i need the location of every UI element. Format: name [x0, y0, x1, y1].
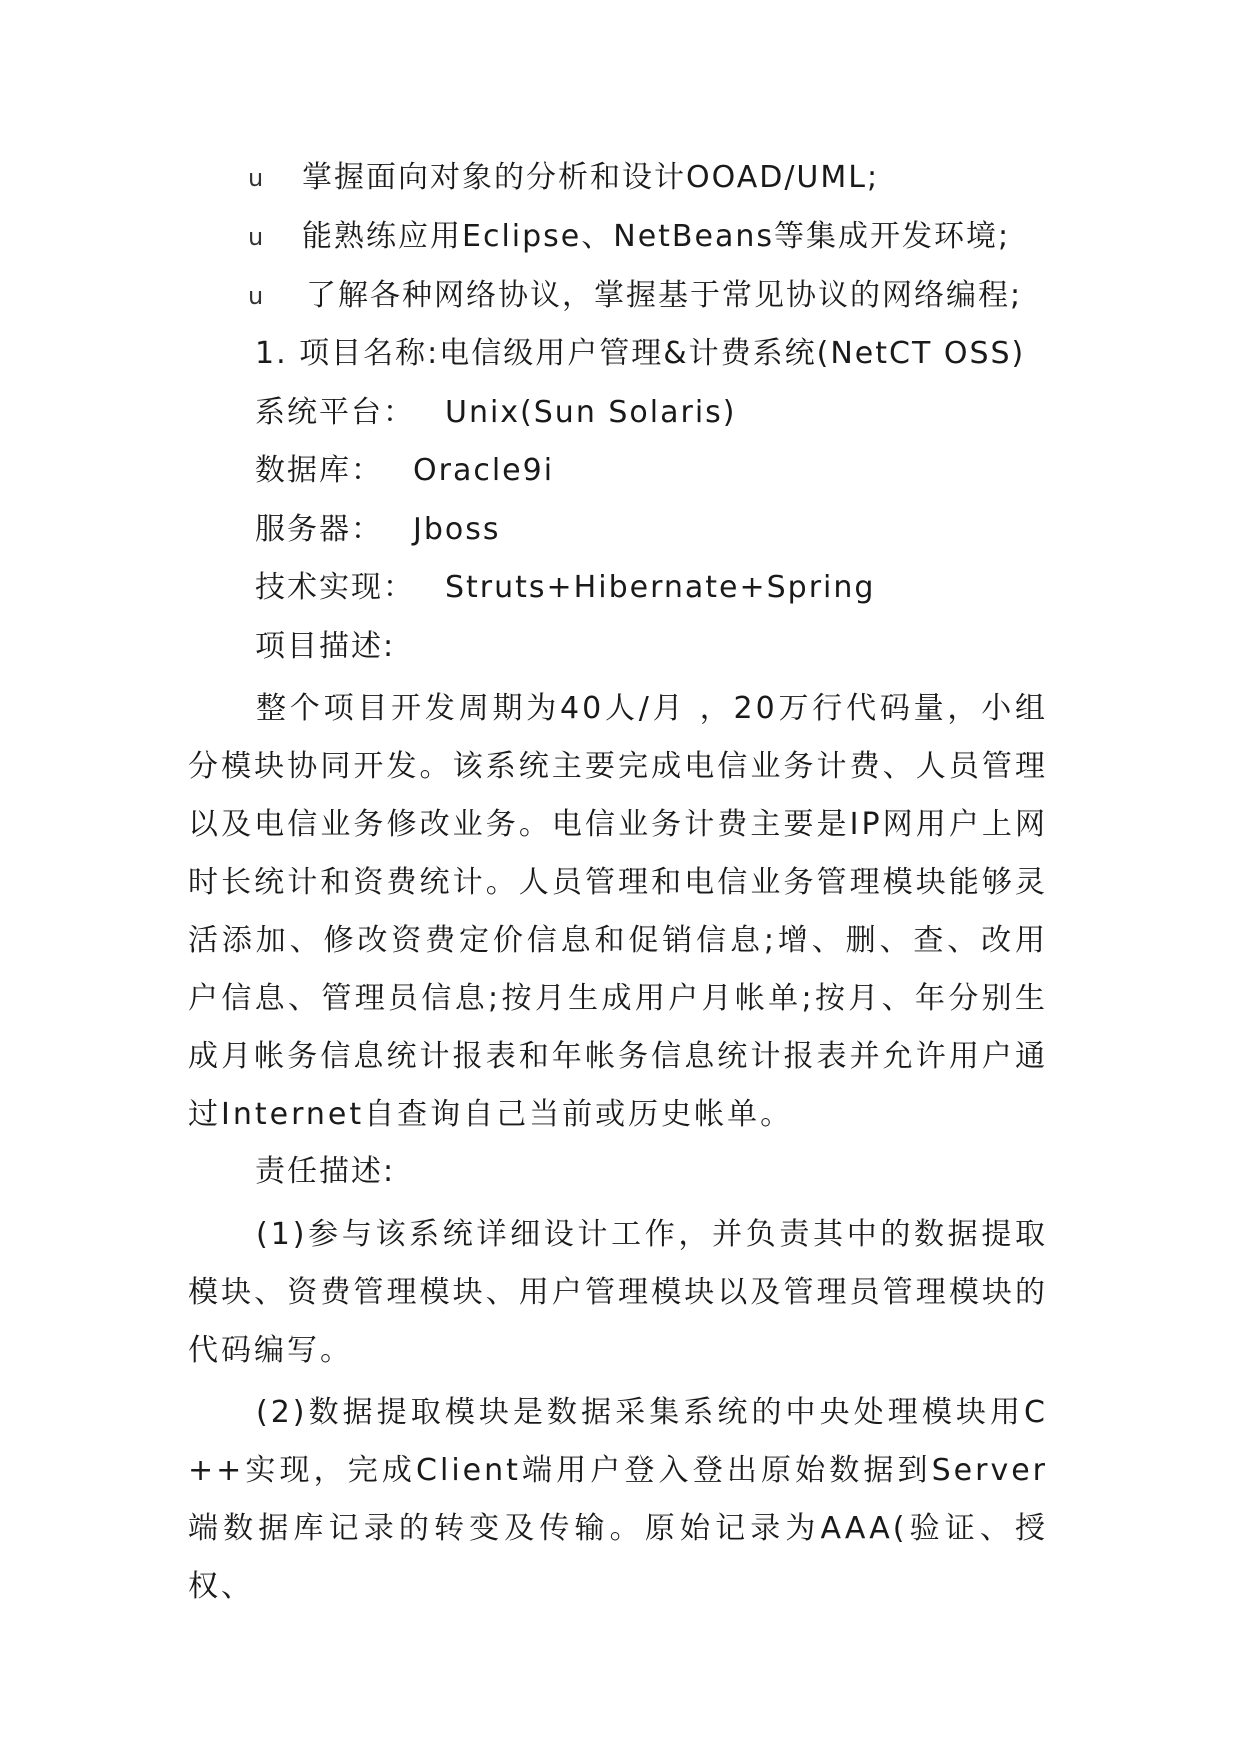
- bullet-marker: u: [248, 223, 264, 251]
- field-value: Struts+Hibernate+Spring: [445, 570, 876, 605]
- project-field-platform: [255, 393, 737, 433]
- field-value: Unix(Sun Solaris): [445, 395, 737, 430]
- field-label: 技术实现：: [255, 570, 415, 605]
- description-heading: 项目描述:: [255, 629, 396, 664]
- field-label: 系统平台：: [255, 395, 415, 430]
- field-label: 数据库：: [255, 453, 383, 488]
- skill-item: 掌握面向对象的分析和设计OOAD/UML;: [302, 160, 880, 195]
- responsibility-heading: 责任描述:: [255, 1154, 396, 1189]
- project-field-database: [255, 451, 554, 491]
- description-paragraph: 整个项目开发周期为40人/月 ，20万行代码量，小组分模块协同开发。该系统主要完成电信业务计费、人员管理以及电信业务修改业务。电信业务计费主要是IP网用户上网时长统计和资费统计。人员管理和电信业务管理模块能够灵活添加、修改资费定价信息和促销信息;增、删、查、改用户信息、管理员信息;按月生成用户月帐单;按月、年分别生成月帐务信息统计报表和年帐务信息统计报表并允许用户通过Internet自查询自己当前或历史帐单。: [188, 691, 1048, 1132]
- project-field-technology: [255, 568, 875, 608]
- bullet-marker: u: [248, 282, 264, 310]
- field-value: Jboss: [413, 512, 501, 547]
- responsibility-item: (1)参与该系统详细设计工作，并负责其中的数据提取模块、资费管理模块、用户管理模块以及管理员管理模块的代码编写。: [188, 1217, 1048, 1368]
- responsibility-item: (2)数据提取模块是数据采集系统的中央处理模块用C++实现，完成Client端用户登入登出原始数据到Server端数据库记录的转变及传输。原始记录为AAA(验证、授权、: [188, 1395, 1048, 1604]
- skill-item: 能熟练应用Eclipse、NetBeans等集成开发环境;: [302, 219, 1011, 254]
- field-value: Oracle9i: [413, 453, 555, 488]
- project-title: 1. 项目名称:电信级用户管理&计费系统(NetCT OSS): [255, 336, 1026, 371]
- project-field-server: [255, 510, 501, 550]
- bullet-marker: u: [248, 164, 264, 192]
- skill-item: 了解各种网络协议，掌握基于常见协议的网络编程;: [306, 278, 1023, 313]
- field-label: 服务器：: [255, 512, 383, 547]
